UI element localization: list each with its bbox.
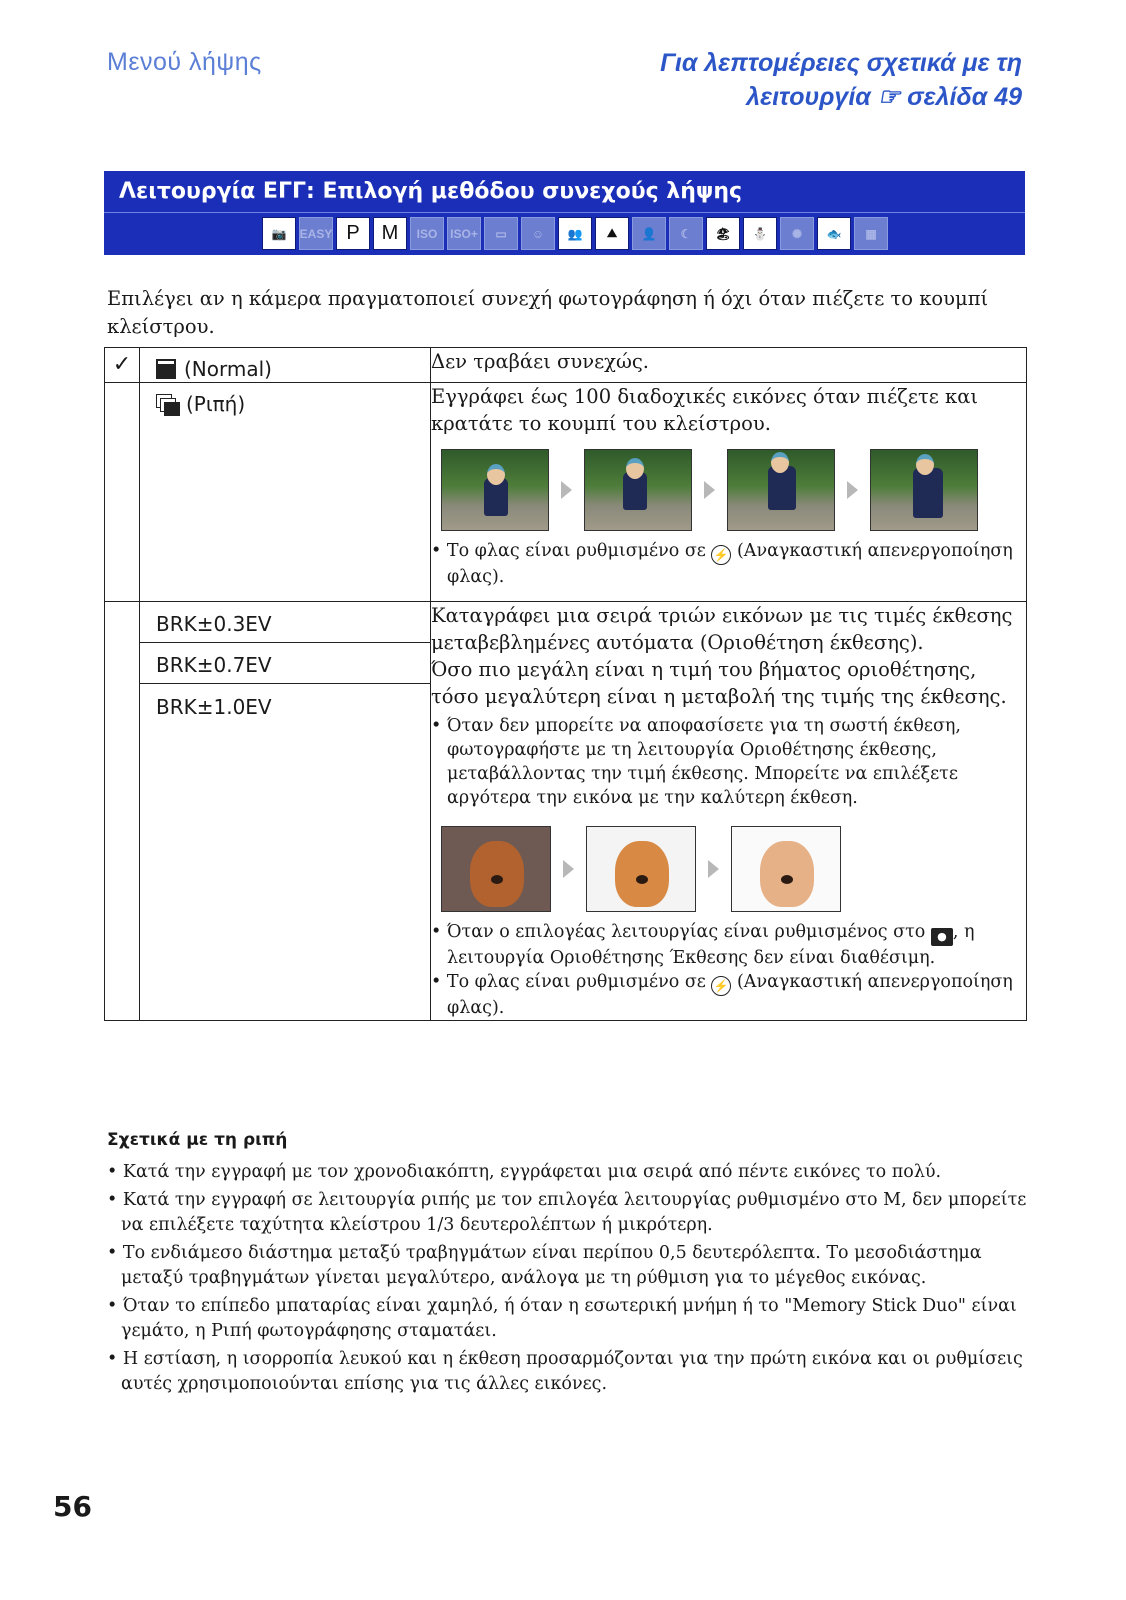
flash-off-icon: ⚡ [711,976,731,996]
fireworks-icon: ✺ [780,217,814,250]
single-shot-icon [156,359,176,379]
list-item: • Κατά την εγγραφή με τον χρονοδιακόπτη, εγγράφεται μια σειρά από πέντε εικόνες το πολύ. [107,1162,942,1182]
program-mode-icon: P [336,217,370,250]
high-sensitivity-icon: ISO [410,217,444,250]
burst-photo-1 [441,449,549,531]
option-normal-label: (Normal) [184,357,272,381]
auto-camera-icon: ● [931,928,953,946]
underwater-icon: 🐟 [817,217,851,250]
option-normal-desc: Δεν τραβάει συνεχώς. [431,348,1027,383]
page-reference-line2: λειτουργία ☞ σελίδα 49 [746,83,1022,111]
burst-photo-4 [870,449,978,531]
sequence-arrow-icon [847,481,858,499]
section-title-bar: Λειτουργία ΕΓΓ: Επιλογή μεθόδου συνεχούς λήψης [104,171,1025,212]
auto-camera-icon: 📷 [262,217,296,250]
bracket-photo-sequence [441,826,1026,912]
brk-note-2: • Όταν ο επιλογέας λειτουργίας είναι ρυθμισμένος στο ● , η λειτουργία Οριοθέτησης Έκθεσης δεν είναι διαθέσιμη. [431,922,975,968]
page-reference [562,46,1022,114]
option-brk-desc1: Καταγράφει μια σειρά τριών εικόνων με τις τιμές έκθεσης μεταβεβλημένες αυτόματα (Οριοθέτηση έκθεσης). [431,604,1013,654]
option-brk-10: BRK±1.0EV [156,694,272,719]
brk-note-1: • Όταν δεν μπορείτε να αποφασίσετε για τη σωστή έκθεση, φωτογραφήστε με τη λειτουργία Οριοθέτησης έκθεσης, μεταβάλλοντας την τιμή έκθεσης. Μπορείτε να επιλέξετε αργότερα την εικόνα με την καλύτερη έκθεση. [431,716,961,808]
movie-icon: ▦ [854,217,888,250]
table-row [105,348,1027,383]
page-reference-line1: Για λεπτομέρειες σχετικά με τη [660,49,1022,77]
bracket-photo-bright [731,826,841,912]
table-row [105,602,1027,1021]
list-item: • Το ενδιάμεσο διάστημα μεταξύ τραβηγμάτων είναι περίπου 0,5 δευτερόλεπτα. Το μεσοδιάστημα μεταξύ τραβηγμάτων γίνεται μεγαλύτερο, ανάλογα με τη ρύθμιση για το μέγεθος εικόνας. [107,1243,982,1288]
list-item: • Η εστίαση, η ισορροπία λευκού και η έκθεση προσαρμόζονται για την πρώτη εικόνα και οι ρυθμίσεις αυτές χρησιμοποιούνται επίσης για τις άλλες εικόνες. [107,1349,1023,1394]
portrait-icon: 👥 [558,217,592,250]
page-number: 56 [53,1490,92,1523]
burst-flash-note: • Το φλας είναι ρυθμισμένο σε ⚡ (Αναγκαστική απενεργοποίηση φλας). [431,541,1013,587]
bracket-photo-normal [586,826,696,912]
list-item: • Όταν το επίπεδο μπαταρίας είναι χαμηλό, ή όταν η εσωτερική μνήμη ή το "Memory Stick Duo" είναι γεμάτο, η Ριπή φωτογράφησης σταματάει. [107,1296,1017,1341]
landscape-icon: ⛰ [595,217,629,250]
options-table [104,347,1027,1021]
option-burst [140,383,430,417]
high-sensitivity-plus-icon: ISO+ [447,217,481,250]
option-brk-03: BRK±0.3EV [140,602,430,643]
soft-snap-icon: ▭ [484,217,518,250]
mode-availability-bar [104,212,1025,255]
option-brk-desc2: Όσο πιο μεγάλη είναι η τιμή του βήματος οριοθέτησης, τόσο μεγαλύτερη είναι η μεταβολή της τιμής της έκθεσης. [431,658,1007,708]
option-burst-desc: Εγγράφει έως 100 διαδοχικές εικόνες όταν πιέζετε και κρατάτε το κουμπί του κλείστρου. [431,385,979,435]
twilight-icon: ☾ [669,217,703,250]
sequence-arrow-icon [563,860,574,878]
sequence-arrow-icon [708,860,719,878]
manual-mode-icon: M [373,217,407,250]
flash-off-icon: ⚡ [711,545,731,565]
sequence-arrow-icon [561,481,572,499]
bracket-photo-dark [441,826,551,912]
twilight-portrait-icon: 👤 [632,217,666,250]
section-header: Μενού λήψης [107,48,262,76]
burst-icon [156,394,178,414]
burst-photo-2 [584,449,692,531]
table-row [105,383,1027,602]
beach-icon: 🏖 [706,217,740,250]
smile-shutter-icon: ☺ [521,217,555,250]
option-burst-label: (Ριπή) [186,392,246,416]
burst-photo-3 [727,449,835,531]
snow-icon: ⛄ [743,217,777,250]
brk-note-3: • Το φλας είναι ρυθμισμένο σε ⚡ (Αναγκαστική απενεργοποίηση φλας). [431,972,1013,1018]
default-check-icon: ✓ [105,348,140,383]
mode-icon-list [262,217,888,250]
list-item: • Κατά την εγγραφή σε λειτουργία ριπής με τον επιλογέα λειτουργίας ρυθμισμένο στο M, δεν μπορείτε να επιλέξετε ταχύτητα κλείστρου 1/3 δευτερολέπτων ή μικρότερη. [107,1190,1027,1235]
about-burst-title: Σχετικά με τη ριπή [107,1130,288,1150]
intro-text: Επιλέγει αν η κάμερα πραγματοποιεί συνεχή φωτογράφηση ή όχι όταν πιέζετε το κουμπί κλείστρου. [107,287,989,338]
about-burst-list [107,1160,1027,1400]
option-normal [140,348,430,382]
burst-photo-sequence [441,449,1026,531]
easy-mode-icon: EASY [299,217,333,250]
sequence-arrow-icon [704,481,715,499]
option-brk-07: BRK±0.7EV [140,643,430,684]
